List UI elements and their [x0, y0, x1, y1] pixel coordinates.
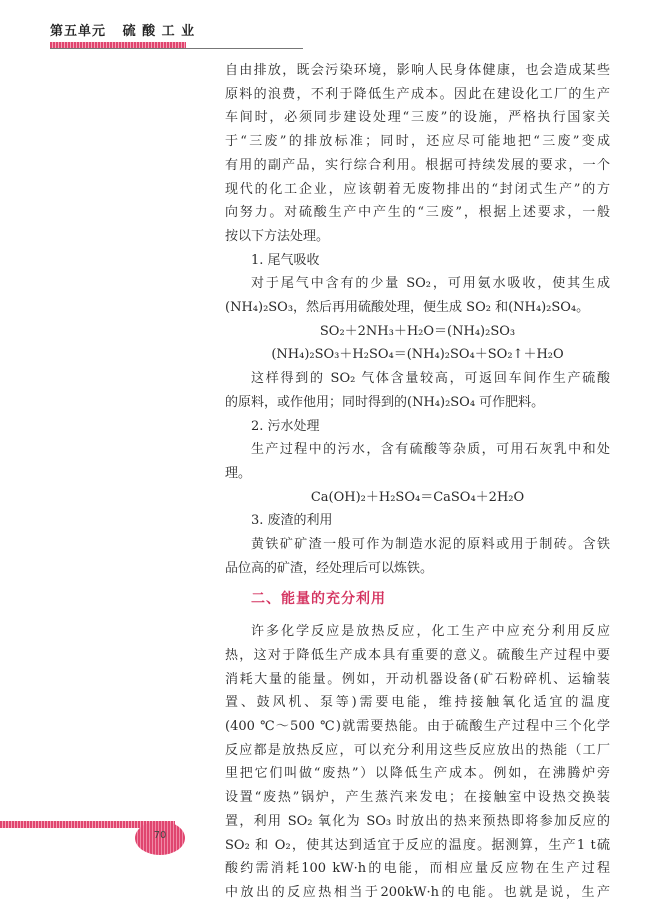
- paragraph-so2-reuse: [225, 367, 610, 414]
- text-line: 置，利用 SO₂ 氧化为 SO₃ 时放出的热来预热即将参加反应的: [225, 813, 610, 829]
- text-line: SO₂ 和 O₂，使其达到适宜于反应的温度。据测算，生产1 t硫: [225, 837, 610, 853]
- subheading-wastewater: 2. 污水处理: [251, 418, 320, 434]
- text-line: 现代的化工企业，应该朝着无废物排出的“封闭式生产”的方: [225, 181, 610, 197]
- text-line: 按以下方法处理。: [225, 228, 330, 244]
- text-line: 生产过程中的污水，含有硫酸等杂质，可用石灰乳中和处: [251, 442, 610, 458]
- paragraph-energy: [225, 620, 610, 904]
- unit-label: 第五单元: [50, 24, 107, 39]
- text-line: 原料的浪费，不利于降低生产成本。因此在建设化工厂的生产: [225, 86, 610, 102]
- page-body: [225, 59, 610, 905]
- paragraph-tail-gas: [225, 272, 610, 319]
- text-line: 品位高的矿渣，经处理后可以炼铁。: [225, 560, 434, 576]
- text-line: 许多化学反应是放热反应，化工生产中应充分利用反应: [251, 624, 610, 640]
- equation-2: (NH₄)₂SO₃＋H₂SO₄＝(NH₄)₂SO₄＋SO₂↑＋H₂O: [271, 347, 564, 363]
- text-line: (400 ℃～500 ℃)就需要热能。由于硫酸生产过程中三个化学: [225, 718, 610, 734]
- text-line: 的原料，或作他用；同时得到的(NH₄)₂SO₄ 可作肥料。: [225, 394, 545, 410]
- text-line: 反应都是放热反应，可以充分利用这些反应放出的热能（工厂: [225, 742, 610, 758]
- text-line: 车间时，必须同步建设处理“三废”的设施，严格执行国家关: [225, 110, 610, 126]
- text-line: 消耗大量的能量。例如，开动机器设备(矿石粉碎机、运输装: [225, 671, 610, 687]
- paragraph-three-wastes: [225, 59, 610, 249]
- page-number: 70: [153, 830, 167, 841]
- equation-1: SO₂＋2NH₃＋H₂O＝(NH₄)₂SO₃: [319, 323, 516, 339]
- text-line: 理。: [225, 465, 252, 481]
- unit-title: 硫 酸 工 业: [122, 24, 196, 39]
- text-line: 自由排放，既会污染环境，影响人民身体健康，也会造成某些: [225, 63, 610, 78]
- subheading-slag: 3. 废渣的利用: [251, 513, 333, 529]
- text-line: (NH₄)₂SO₃，然后再用硫酸处理，便生成 SO₂ 和(NH₄)₂SO₄。: [225, 300, 590, 316]
- text-line: 酸约需消耗100 kW·h的电能，而相应量反应物在生产过程: [225, 861, 610, 877]
- text-line: 有用的副产品，实行综合利用。根据可持续发展的要求，一个: [225, 157, 610, 173]
- text-line: 对于尾气中含有的少量 SO₂，可用氨水吸收，使其生成: [251, 276, 610, 292]
- paragraph-wastewater: [225, 438, 610, 485]
- text-line: 设置“废热”锅炉，产生蒸汽来发电；在接触室中设热交换装: [225, 790, 610, 806]
- section-title-energy: 二、能量的充分利用: [251, 591, 386, 608]
- unit-header: [50, 20, 195, 39]
- text-line: 于“三废”的排放标准；同时，还应尽可能地把“三废”变成: [225, 134, 610, 150]
- equation-3: Ca(OH)₂＋H₂SO₄＝CaSO₄＋2H₂O: [310, 489, 525, 505]
- text-line: 这样得到的 SO₂ 气体含量较高，可返回车间作生产硫酸: [251, 371, 610, 387]
- subheading-tail-gas: 1. 尾气吸收: [251, 252, 320, 268]
- text-line: 向努力。对硫酸生产中产生的“三废”，根据上述要求，一般: [225, 205, 610, 221]
- paragraph-slag: [225, 533, 610, 580]
- text-line: 热，这对于降低生产成本具有重要的意义。硫酸生产过程中要: [225, 647, 610, 663]
- text-line: 里把它们叫做“废热”）以降低生产成本。例如，在沸腾炉旁: [225, 766, 610, 782]
- text-line: 置、鼓风机、泵等)需要电能，维持接触氧化适宜的温度: [225, 695, 610, 711]
- text-line: 黄铁矿矿渣一般可作为制造水泥的原料或用于制砖。含铁: [251, 537, 610, 553]
- header-rule: [50, 48, 303, 49]
- text-line: 中放出的反应热相当于200kW·h的电能。也就是说，生产: [225, 884, 610, 900]
